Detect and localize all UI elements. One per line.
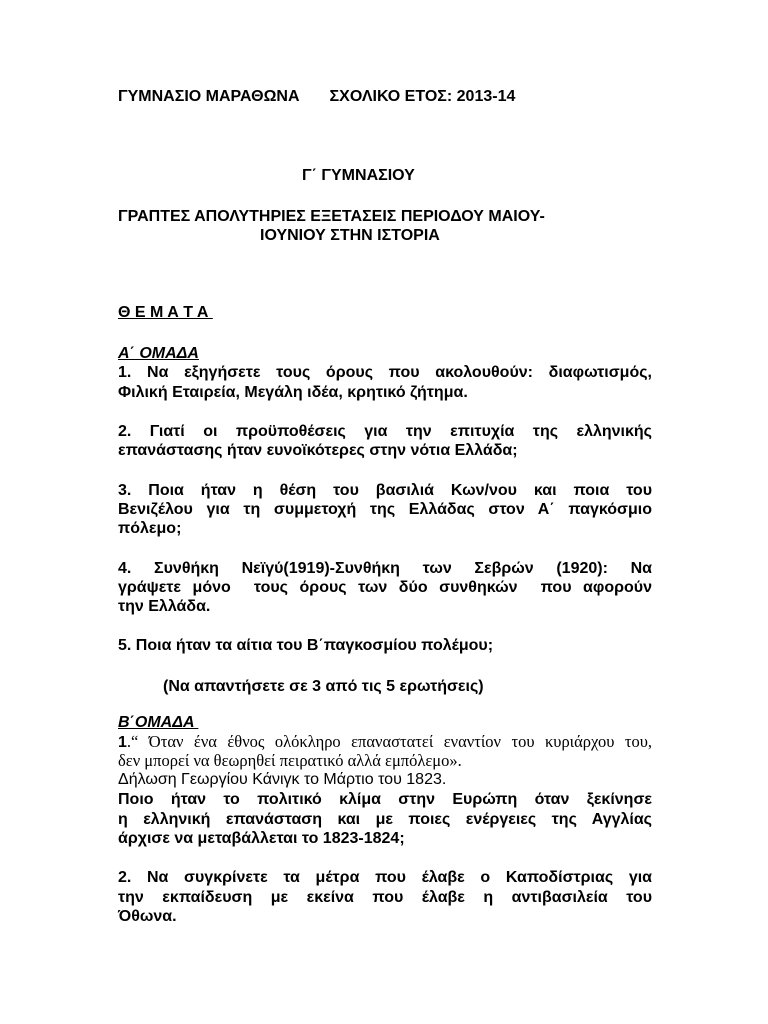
header-line (118, 87, 515, 107)
school-year: ΣΧΟΛΙΚΟ ΕΤΟΣ: 2013-14 (329, 88, 516, 105)
grade-title: Γ΄ ΓΥΜΝΑΣΙΟΥ (302, 167, 415, 184)
question-b2-line-3: Όθωνα. (118, 908, 177, 925)
quote-line-1 (118, 732, 652, 753)
quote-text-line-2: δεν μπορεί να θεωρηθεί πειρατικό αλλά εμπόλεμο». (118, 751, 462, 770)
question-a2-line-2: επανάστασης ήταν ευνοϊκότερες στην νότια Ελλάδα; (118, 442, 518, 459)
question-a1-line-1: 1. Να εξηγήσετε τους όρους που ακολουθούν: διαφωτισμός, (118, 364, 652, 381)
exam-title-line-2: ΙΟΥΝΙΟΥ ΣΤΗΝ ΙΣΤΟΡΙΑ (260, 227, 440, 244)
question-a3-line-3: πόλεμο; (118, 520, 182, 537)
question-a4-line-3: την Ελλάδα. (118, 598, 211, 615)
question-a5: 5. Ποια ήταν τα αίτια του Β΄παγκοσμίου πολέμου; (118, 637, 494, 654)
question-b2-line-2: την εκπαίδευση με εκείνα που έλαβε η αντιβασιλεία του (118, 889, 652, 906)
question-a1-line-2: Φιλική Εταιρεία, Μεγάλη ιδέα, κρητικό ζήτημα. (118, 384, 468, 401)
question-b2-line-1: 2. Να συγκρίνετε τα μέτρα που έλαβε ο Καποδίστριας για (118, 869, 652, 886)
exam-title-line-1: ΓΡΑΠΤΕΣ ΑΠΟΛΥΤΗΡΙΕΣ ΕΞΕΤΑΣΕΙΣ ΠΕΡΙΟΔΟΥ ΜΑΙΟΥ- (118, 208, 545, 225)
answer-instruction: (Να απαντήσετε σε 3 από τις 5 ερωτήσεις) (163, 678, 484, 695)
question-b1-line-2: η ελληνική επανάσταση και με ποιες ενέργειες της Αγγλίας (118, 811, 652, 828)
school-name: ΓΥΜΝΑΣΙΟ ΜΑΡΑΘΩΝΑ (118, 88, 300, 105)
quote-source: Δήλωση Γεωργίου Κάνιγκ το Μάρτιο του 1823. (118, 771, 447, 788)
question-b1-line-3: άρχισε να μεταβάλλεται το 1823-1824; (118, 830, 405, 847)
question-a3-line-1: 3. Ποια ήταν η θέση του βασιλιά Κων/νου και ποια του (118, 482, 652, 499)
question-b1-line-1: Ποιο ήταν το πολιτικό κλίμα στην Ευρώπη όταν ξεκίνησε (118, 791, 652, 808)
themata-heading: Θ Ε Μ Α Τ Α (118, 304, 213, 321)
quote-text-line-1: .“ Όταν ένα έθνος ολόκληρο επαναστατεί εναντίον του κυριάρχου του, (126, 732, 652, 751)
group-a-heading: Α΄ ΟΜΑΔΑ (118, 345, 199, 362)
question-b1-number: 1 (118, 734, 127, 751)
question-a4-line-2: γράψετε μόνο τους όρους των δύο συνθηκών που αφορούν (118, 579, 652, 596)
question-a3-line-2: Βενιζέλου για τη συμμετοχή της Ελλάδας στον Α΄ παγκόσμιο (118, 501, 652, 518)
group-b-heading: Β΄ΟΜΑΔΑ (118, 714, 199, 731)
question-a2-line-1: 2. Γιατί οι προϋποθέσεις για την επιτυχία της ελληνικής (118, 423, 652, 440)
question-a4-line-1: 4. Συνθήκη Νεϊγύ(1919)-Συνθήκη των Σεβρών (1920): Να (118, 560, 652, 577)
